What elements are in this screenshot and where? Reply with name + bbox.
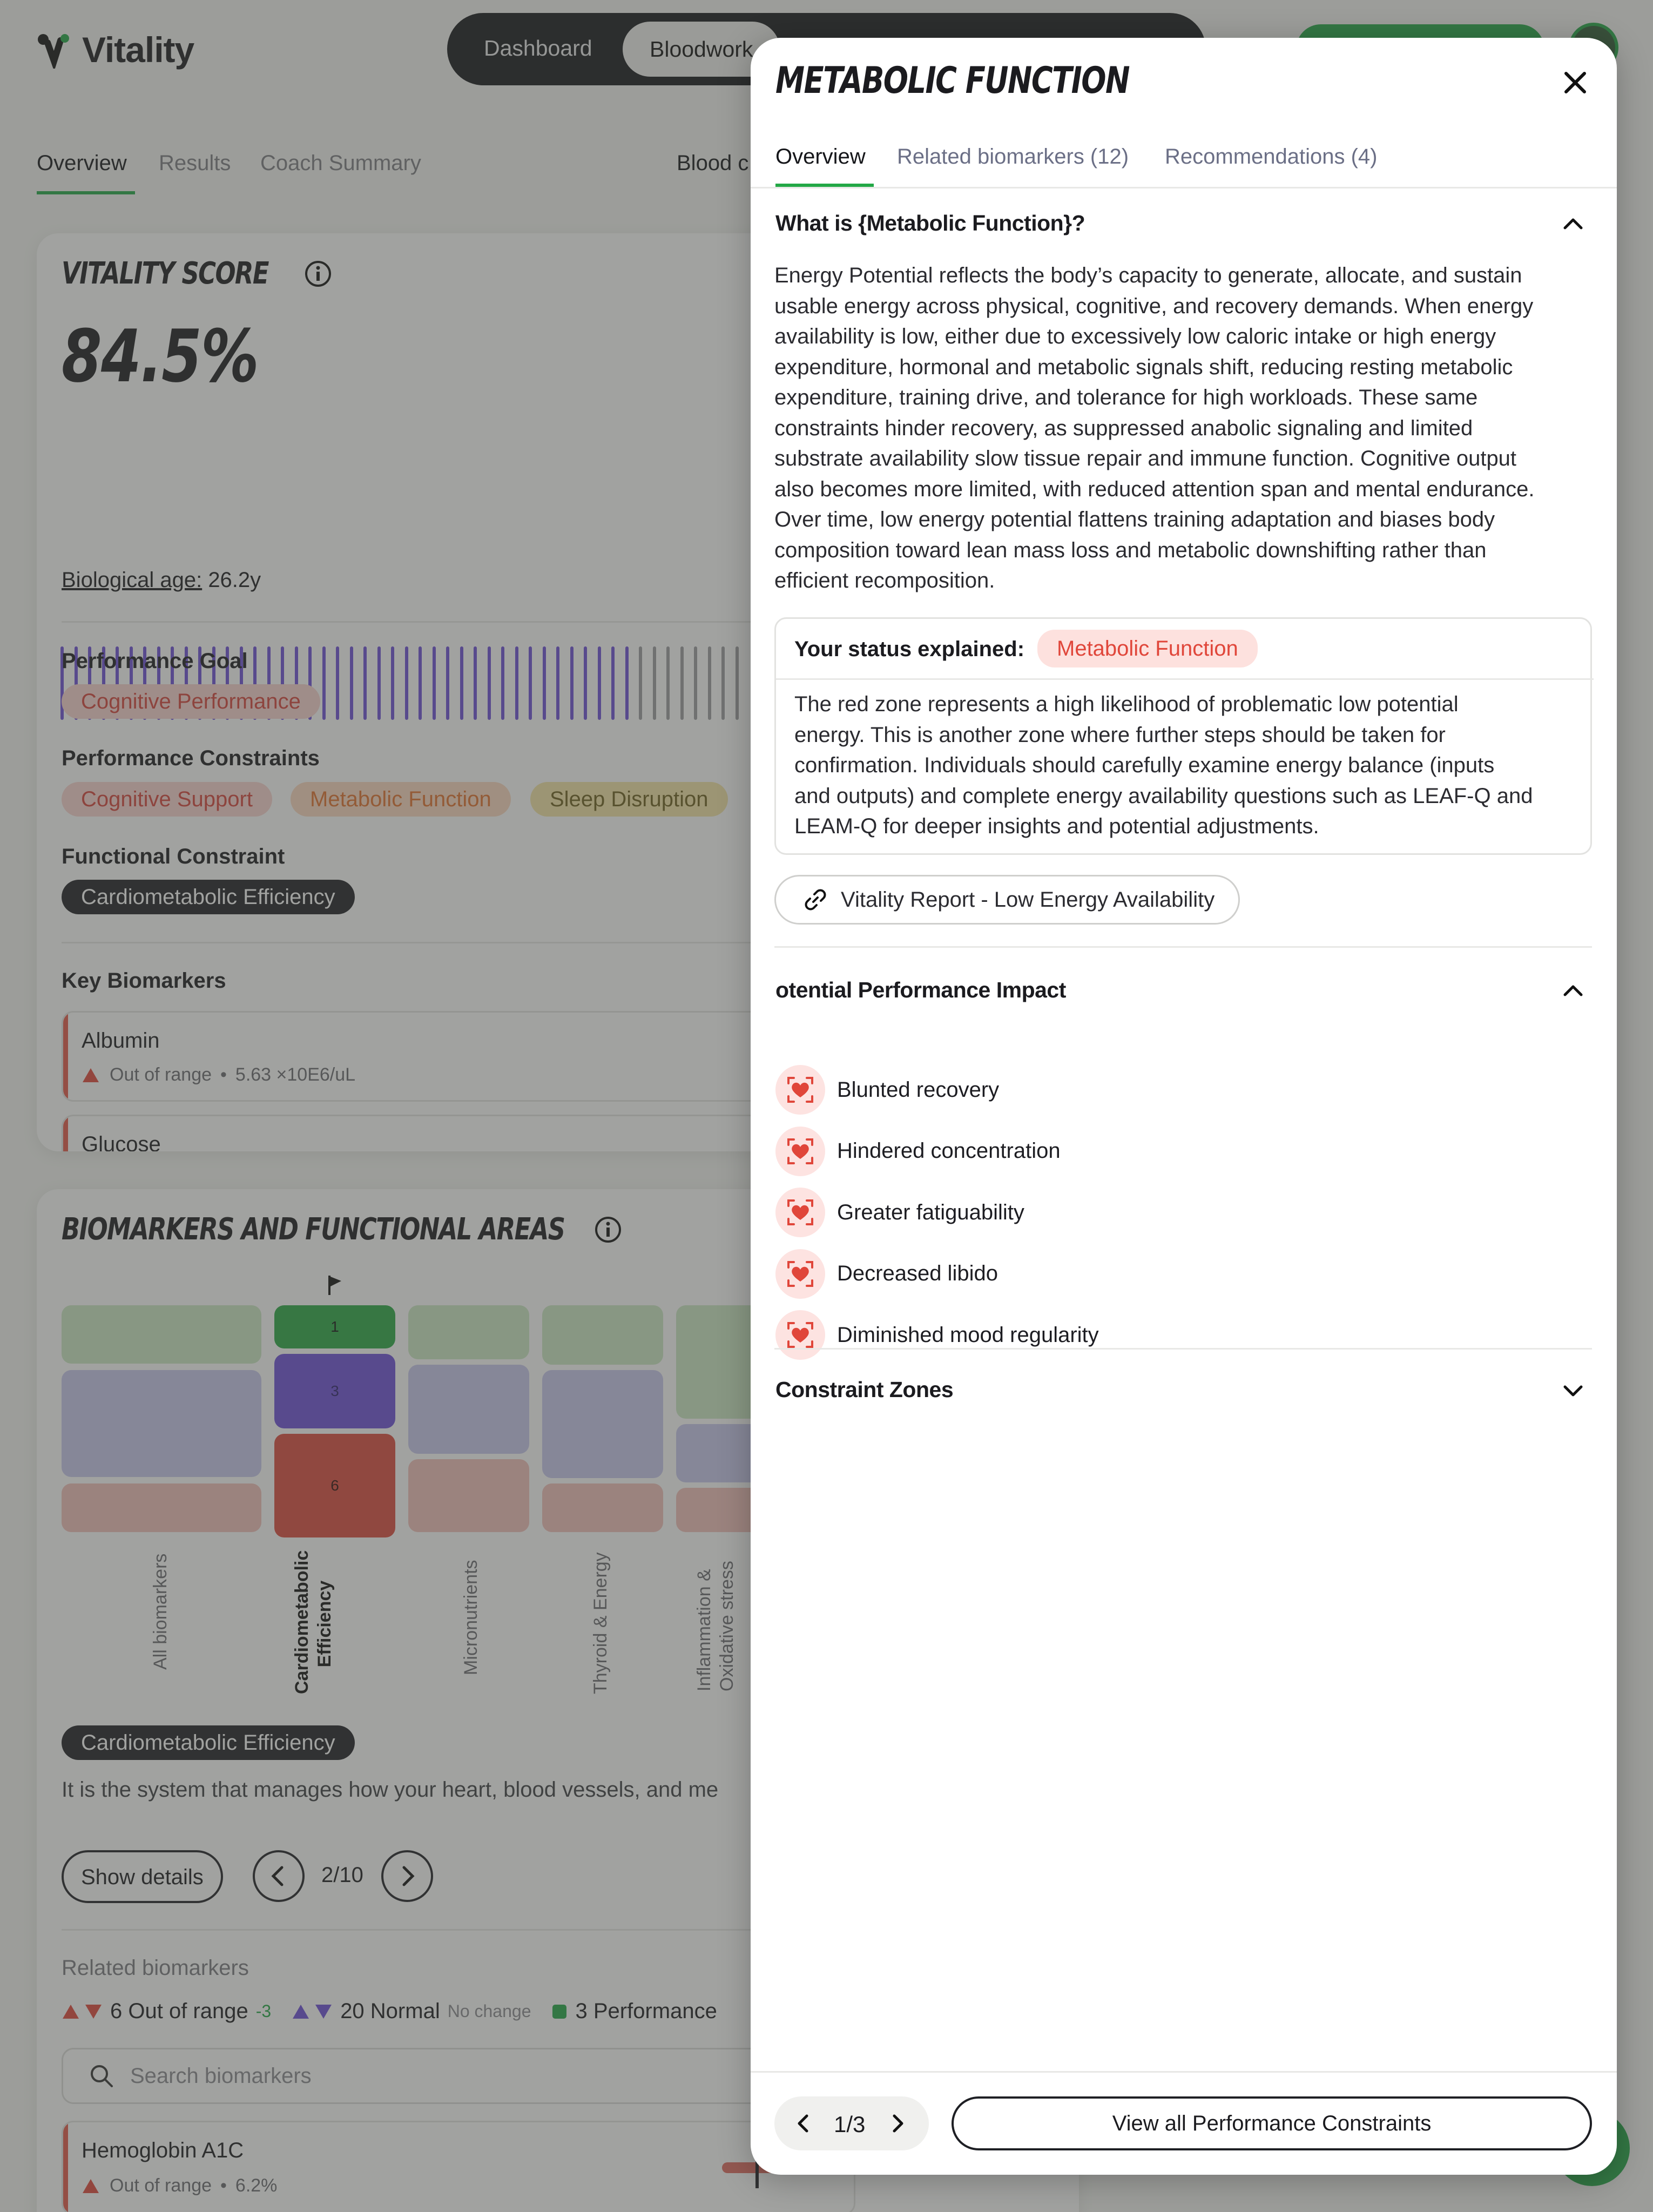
chevron-right-icon[interactable] <box>885 2110 910 2136</box>
what-is-title[interactable]: What is {Metabolic Function}? <box>775 211 1085 235</box>
status-chip: Metabolic Function <box>1037 630 1258 667</box>
report-link-label: Vitality Report - Low Energy Availability <box>841 887 1215 912</box>
impact-label: Diminished mood regularity <box>837 1323 1099 1347</box>
modal-title: METABOLIC FUNCTION <box>775 59 1129 102</box>
modal-tab-recommendations[interactable]: Recommendations (4) <box>1165 145 1378 168</box>
modal-pager-text: 1/3 <box>834 2112 866 2137</box>
impact-item <box>775 1188 1024 1237</box>
status-explained-box <box>774 617 1592 855</box>
close-icon[interactable] <box>1555 63 1595 103</box>
chevron-down-icon[interactable] <box>1561 1378 1585 1403</box>
modal-pager <box>774 2096 929 2150</box>
report-link-button[interactable] <box>774 875 1240 925</box>
heart-target-icon <box>775 1310 825 1360</box>
impact-item <box>775 1065 999 1115</box>
status-description: The red zone represents a high likelihood of problematic low potential energy. This is another zone where further steps should be taken for confirmation. Individuals should carefully examine energy balance (inputs and outputs) and complete energy availability questions such as LEAF-Q and LEAM-Q for deeper insights and potential adjustments. <box>794 692 1533 838</box>
status-label: Your status explained: <box>794 637 1025 661</box>
view-all-label: View all Performance Constraints <box>1112 2112 1432 2135</box>
chevron-up-icon[interactable] <box>1561 212 1585 237</box>
modal-tab-overview[interactable]: Overview <box>775 145 866 168</box>
impact-item <box>775 1249 998 1299</box>
chevron-left-icon[interactable] <box>791 2110 817 2136</box>
impact-label: Hindered concentration <box>837 1139 1061 1163</box>
impact-item <box>775 1127 1061 1176</box>
impact-item <box>775 1310 1099 1360</box>
link-icon <box>802 886 829 913</box>
what-is-description: Energy Potential reflects the body’s capacity to generate, allocate, and sustain usable energy across physical, cognitive, and recovery demands. When energy availability is low, either due to excessively low caloric intake or high energy expenditure, hormonal and metabolic signals shift, reducing resting metabolic expenditure, training drive, and tolerance for high workloads. These same constraints hinder recovery, as suppressed anabolic signaling and limited substrate availability slow tissue repair and immune function. Cognitive output also becomes more limited, with reduced attention span and mental endurance. Over time, low energy potential flattens training adaptation and biases body composition toward lean mass loss and metabolic downshifting rather than efficient recomposition. <box>774 264 1535 592</box>
impact-label: Greater fatiguability <box>837 1200 1024 1224</box>
constraint-zones-title[interactable]: Constraint Zones <box>775 1377 954 1402</box>
heart-target-icon <box>775 1188 825 1237</box>
heart-target-icon <box>775 1127 825 1176</box>
modal-tab-related-biomarkers[interactable]: Related biomarkers (12) <box>897 145 1129 168</box>
heart-target-icon <box>775 1065 825 1115</box>
chevron-up-icon[interactable] <box>1561 979 1585 1003</box>
metabolic-function-modal <box>751 38 1617 2175</box>
view-all-constraints-button[interactable] <box>952 2096 1592 2150</box>
impact-title[interactable]: otential Performance Impact <box>775 977 1066 1002</box>
impact-label: Decreased libido <box>837 1262 998 1285</box>
heart-target-icon <box>775 1249 825 1299</box>
impact-label: Blunted recovery <box>837 1077 1000 1102</box>
